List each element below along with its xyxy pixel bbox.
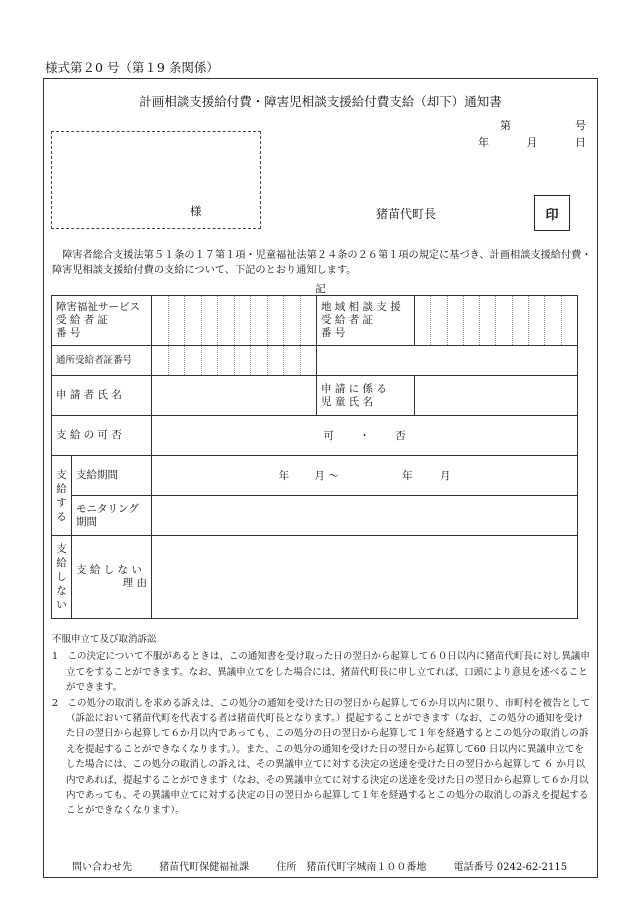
contact-label: 問い合わせ先: [72, 862, 132, 873]
table-row: [52, 416, 578, 456]
document-number: [500, 117, 586, 133]
table-row: [52, 456, 578, 496]
period-field[interactable]: 年 月 ～ 年 月: [152, 456, 578, 496]
recipient-address-box: [51, 131, 261, 229]
decision-table: [51, 295, 578, 619]
child-name-label: 申 請 に 係 る 児 童 氏 名: [317, 376, 415, 416]
contact-address: 住所 猪苗代町字城南１００番地: [276, 862, 427, 873]
area-cert-label: 地 域 相 談 支 援 受 給 者 証 番 号: [317, 296, 415, 346]
table-row: [52, 496, 578, 536]
issue-date: [478, 134, 586, 150]
period-label: 支給期間: [72, 456, 152, 496]
date-year: 年: [478, 136, 489, 149]
monitoring-label: モニタリング 期間: [72, 496, 152, 536]
approve-option[interactable]: 可: [323, 430, 334, 442]
nopay-reason-label: 支 給 し な い 理 由: [72, 536, 152, 619]
appeal-notes: [52, 632, 592, 819]
daycare-cert-number-field[interactable]: [152, 346, 317, 376]
contact-dept: 猪苗代町保健福祉課: [159, 862, 250, 873]
note-item-2: 2 この処分の取消しを求める訴えは、この処分の通知を受けた日の翌日から起算して６か月以内に限り、市町村を被告として（訴訟において猪苗代町を代表する者は猪苗代町長となります。）提起することができます（なお、この処分の通知を受けた日の翌日から起算して６か月以内であっても、この処分の日の翌日から起算して１年を経過するとこの処分の取消しの訴えを提起することができなくなります。）。また、この処分の通知を受けた日の翌日から起算して60 日以内に異議申立てをした場合には、この処分の取消しの訴えは、その異議申立てに対する決定の送達を受けた日の翌日から起算して ６ か月以内であれば、提起することができます（なお、その異議申立てに対する決定の送達を受けた日の翌日から起算して６か月以内であっても、その異議申立てに対する決定の日の翌日から起算して１年を経過するとこの処分の取消しの訴えを提起することができなくなります）。: [52, 697, 591, 817]
welfare-cert-label: 障害福祉サービス 受 給 者 証 番 号: [52, 296, 152, 346]
table-row: [52, 376, 578, 416]
contact-info: [72, 858, 591, 873]
ki-marker: 記: [315, 283, 326, 295]
welfare-cert-number-field[interactable]: [152, 296, 317, 346]
area-cert-number-field[interactable]: [415, 296, 578, 346]
official-seal: 印: [534, 195, 570, 231]
applicant-name-field[interactable]: [152, 376, 317, 416]
applicant-name-label: 申 請 者 氏 名: [52, 376, 152, 416]
approval-field[interactable]: 可 ・ 否: [152, 416, 578, 456]
table-row: [52, 536, 578, 619]
date-month: 月: [526, 136, 538, 149]
table-row: [52, 346, 578, 376]
nopay-group-label: 支 給 し な い: [52, 536, 72, 619]
pay-group-label: 支 給 す る: [52, 456, 72, 536]
date-day: 日: [575, 136, 586, 149]
contact-phone: 電話番号 0242-62-2115: [453, 862, 568, 873]
number-prefix: 第: [500, 119, 511, 132]
note-item-1: 1 この決定について不服があるときは、この通知書を受け取った日の翌日から起算して６０日以内に猪苗代町長に対し異議申立てをすることができます。なお、異議申立てをした場合には、猪苗代町長に申し立てれば、口頭により意見を述べることができます。: [52, 651, 590, 694]
reject-option[interactable]: 否: [395, 430, 406, 442]
body-text: 障害者総合支援法第５１条の１７第１項・児童福祉法第２４条の２６第１項の規定に基づき、計画相談支援給付費・障害児相談支援給付費の支給について、下記のとおり通知します。: [52, 250, 592, 276]
blank-cell: [317, 346, 578, 376]
document-title: 計画相談支援給付費・障害児相談支援給付費支給（却下）通知書: [139, 94, 502, 109]
approval-label: 支 給 の 可 否: [52, 416, 152, 456]
daycare-cert-label: 通所受給者証番号: [52, 346, 152, 376]
issuer-name: 猪苗代町長: [376, 207, 437, 221]
child-name-field[interactable]: [415, 376, 578, 416]
recipient-suffix: 様: [190, 204, 202, 218]
number-suffix: 号: [575, 119, 586, 132]
form-number: 様式第２0 号（第１9 条関係）: [45, 60, 219, 75]
monitoring-field[interactable]: [152, 496, 578, 536]
nopay-reason-field[interactable]: [152, 536, 578, 619]
notes-heading: 不服申立て及び取消訴訟: [52, 634, 157, 645]
table-row: [52, 296, 578, 346]
